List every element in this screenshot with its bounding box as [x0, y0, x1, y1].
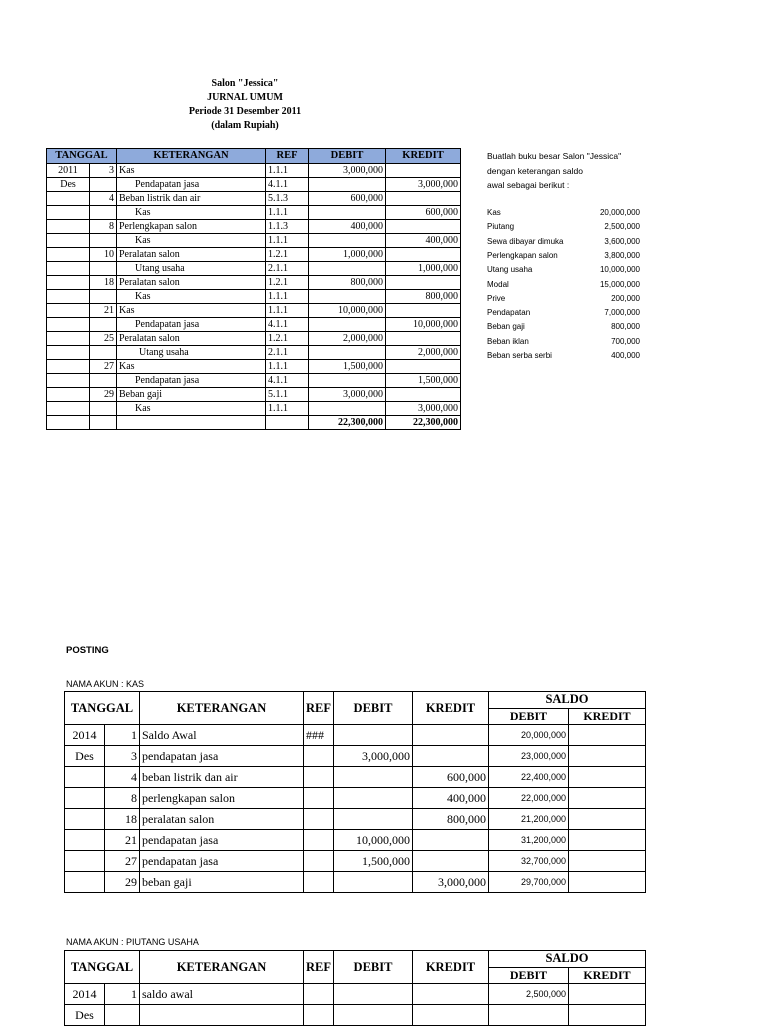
ledger-kredit-cell: 400,000: [413, 788, 489, 809]
opening-balance-item: [487, 322, 640, 336]
journal-total-kredit: 22,300,000: [386, 416, 461, 430]
ledger-saldo-debit-cell: [489, 1005, 569, 1026]
ledger-header-saldo: SALDO: [489, 692, 646, 709]
journal-row: [47, 304, 461, 318]
journal-day-cell: [90, 402, 117, 416]
journal-day-cell: 8: [90, 220, 117, 234]
journal-row: [47, 206, 461, 220]
journal-year-cell: [47, 234, 90, 248]
ledger-debit-cell: [334, 984, 413, 1005]
opening-balance-name: Perlengkapan salon: [487, 250, 558, 260]
ledger-description-cell: pendapatan jasa: [140, 746, 304, 767]
ledger-kredit-cell: 600,000: [413, 767, 489, 788]
ledger-header-ref: REF: [304, 951, 334, 984]
journal-ref-cell: 4.1.1: [266, 178, 309, 192]
ledger-day-cell: 3: [105, 746, 140, 767]
ledger-ref-cell: [304, 1005, 334, 1026]
journal-description-cell: Kas: [117, 402, 266, 416]
journal-row: [47, 346, 461, 360]
journal-header-kredit: KREDIT: [386, 149, 461, 164]
ledger-description-cell: beban gaji: [140, 872, 304, 893]
journal-year-cell: [47, 332, 90, 346]
journal-description-cell: Beban gaji: [117, 388, 266, 402]
journal-debit-cell: [309, 234, 386, 248]
opening-balance-name: Beban serba serbi: [487, 351, 552, 360]
journal-description-cell: Pendapatan jasa: [117, 178, 266, 192]
instruction-line-2: dengan keterangan saldo: [487, 166, 583, 176]
ledger-header-row: [65, 951, 646, 968]
journal-total-debit: 22,300,000: [309, 416, 386, 430]
ledger-saldo-kredit-cell: [569, 767, 646, 788]
ledger-ref-cell: [304, 809, 334, 830]
journal-kredit-cell: 800,000: [386, 290, 461, 304]
ledger-header-debit: DEBIT: [334, 692, 413, 725]
ledger-debit-cell: 1,500,000: [334, 851, 413, 872]
ledger-day-cell: 1: [105, 984, 140, 1005]
ledger-description-cell: perlengkapan salon: [140, 788, 304, 809]
journal-day-cell: 21: [90, 304, 117, 318]
journal-row: [47, 332, 461, 346]
opening-balance-value: 2,500,000: [604, 222, 640, 232]
journal-ref-cell: 4.1.1: [266, 374, 309, 388]
journal-row: [47, 248, 461, 262]
journal-day-cell: 29: [90, 388, 117, 402]
ledger-saldo-kredit-cell: [569, 984, 646, 1005]
journal-row: [47, 318, 461, 332]
ledger-year-cell: [65, 788, 105, 809]
ledger-header-saldo-debit: DEBIT: [489, 708, 569, 725]
account-label-kas: NAMA AKUN : KAS: [66, 679, 145, 689]
opening-balance-item: [487, 251, 640, 265]
journal-debit-cell: [309, 374, 386, 388]
journal-debit-cell: [309, 206, 386, 220]
journal-day-cell: 3: [90, 164, 117, 178]
journal-ref-cell: 1.2.1: [266, 332, 309, 346]
ledger-ref-cell: [304, 746, 334, 767]
ledger-description-cell: [140, 1005, 304, 1026]
ledger-saldo-debit-cell: 20,000,000: [489, 725, 569, 746]
journal-kredit-cell: [386, 192, 461, 206]
opening-balance-item: [487, 294, 640, 308]
ledger-description-cell: Saldo Awal: [140, 725, 304, 746]
ledger-saldo-kredit-cell: [569, 1005, 646, 1026]
journal-total-row: [47, 416, 461, 430]
ledger-row: [65, 746, 646, 767]
journal-row: [47, 388, 461, 402]
ledger-row: [65, 767, 646, 788]
journal-kredit-cell: 3,000,000: [386, 178, 461, 192]
opening-balance-value: 15,000,000: [599, 279, 640, 289]
journal-year-cell: [47, 262, 90, 276]
ledger-kredit-cell: [413, 725, 489, 746]
ledger-saldo-kredit-cell: [569, 725, 646, 746]
journal-description-cell: Peralatan salon: [117, 276, 266, 290]
opening-balance-value: 3,600,000: [604, 236, 640, 246]
journal-cell: [117, 416, 266, 430]
journal-year-cell: [47, 248, 90, 262]
journal-period: Periode 31 Desember 2011: [188, 106, 302, 117]
opening-balance-value: 20,000,000: [599, 208, 640, 217]
journal-debit-cell: 600,000: [309, 192, 386, 206]
journal-year-cell: [47, 290, 90, 304]
ledger-row: [65, 725, 646, 746]
journal-ref-cell: 1.2.1: [266, 248, 309, 262]
journal-day-cell: [90, 262, 117, 276]
ledger-ref-cell: [304, 767, 334, 788]
opening-balance-item: [487, 280, 640, 294]
ledger-ref-cell: [304, 830, 334, 851]
ledger-saldo-kredit-cell: [569, 788, 646, 809]
ledger-header-saldo: SALDO: [489, 951, 646, 968]
journal-kredit-cell: [386, 248, 461, 262]
journal-ref-cell: 1.1.1: [266, 360, 309, 374]
journal-description-cell: Kas: [117, 360, 266, 374]
journal-debit-cell: 3,000,000: [309, 388, 386, 402]
journal-description-cell: Perlengkapan salon: [117, 220, 266, 234]
ledger-saldo-debit-cell: 29,700,000: [489, 872, 569, 893]
ledger-description-cell: peralatan salon: [140, 809, 304, 830]
ledger-debit-cell: [334, 767, 413, 788]
ledger-header-saldo-debit: DEBIT: [489, 967, 569, 984]
journal-table: [46, 148, 461, 430]
opening-balance-value: 700,000: [611, 336, 640, 346]
journal-description-cell: Kas: [117, 304, 266, 318]
journal-ref-cell: 1.1.1: [266, 206, 309, 220]
ledger-header-saldo-kredit: KREDIT: [569, 967, 646, 984]
ledger-debit-cell: 10,000,000: [334, 830, 413, 851]
journal-row: [47, 290, 461, 304]
ledger-saldo-kredit-cell: [569, 809, 646, 830]
opening-balance-value: 400,000: [611, 351, 640, 360]
ledger-saldo-kredit-cell: [569, 851, 646, 872]
journal-day-cell: 10: [90, 248, 117, 262]
ledger-year-cell: [65, 830, 105, 851]
journal-day-cell: 4: [90, 192, 117, 206]
opening-balance-name: Pendapatan: [487, 308, 531, 318]
ledger-debit-cell: [334, 872, 413, 893]
ledger-row: [65, 788, 646, 809]
ledger-header-keterangan: KETERANGAN: [140, 951, 304, 984]
journal-header-ref: REF: [266, 149, 309, 164]
ledger-debit-cell: 3,000,000: [334, 746, 413, 767]
opening-balance-name: Kas: [487, 208, 501, 217]
journal-debit-cell: 400,000: [309, 220, 386, 234]
journal-header-debit: DEBIT: [309, 149, 386, 164]
journal-ref-cell: 1.1.1: [266, 304, 309, 318]
journal-debit-cell: 1,500,000: [309, 360, 386, 374]
journal-currency-note: (dalam Rupiah): [211, 120, 279, 131]
ledger-header-kredit: KREDIT: [413, 951, 489, 984]
opening-balance-value: 800,000: [611, 322, 640, 332]
ledger-header-tanggal: TANGGAL: [65, 951, 140, 984]
opening-balance-item: [487, 337, 640, 351]
ledger-year-cell: 2014: [65, 984, 105, 1005]
opening-balance-value: 3,800,000: [604, 250, 640, 260]
opening-balance-name: Piutang: [487, 222, 515, 232]
instruction-line-3: awal sebagai berikut :: [487, 180, 570, 190]
journal-description-cell: Utang usaha: [117, 262, 266, 276]
ledger-year-cell: Des: [65, 1005, 105, 1026]
ledger-debit-cell: [334, 1005, 413, 1026]
ledger-kredit-cell: [413, 830, 489, 851]
journal-ref-cell: 5.1.1: [266, 388, 309, 402]
journal-row: [47, 374, 461, 388]
ledger-saldo-debit-cell: 2,500,000: [489, 984, 569, 1005]
journal-day-cell: [90, 346, 117, 360]
ledger-day-cell: 18: [105, 809, 140, 830]
ledger-kas-table: [64, 691, 646, 893]
opening-balance-name: Beban iklan: [487, 336, 529, 346]
ledger-day-cell: 8: [105, 788, 140, 809]
journal-row: [47, 164, 461, 178]
opening-balance-value: 200,000: [611, 293, 640, 303]
journal-description-cell: Utang usaha: [117, 346, 266, 360]
journal-header-tanggal: TANGGAL: [47, 149, 117, 164]
opening-balance-name: Modal: [487, 279, 509, 289]
journal-ref-cell: 4.1.1: [266, 318, 309, 332]
journal-row: [47, 402, 461, 416]
ledger-year-cell: [65, 767, 105, 788]
journal-debit-cell: [309, 262, 386, 276]
journal-kredit-cell: [386, 164, 461, 178]
opening-balance-value: 10,000,000: [599, 265, 640, 275]
journal-ref-cell: 1.2.1: [266, 276, 309, 290]
account-label-piutang: NAMA AKUN : PIUTANG USAHA: [66, 937, 199, 947]
journal-debit-cell: [309, 346, 386, 360]
ledger-saldo-debit-cell: 23,000,000: [489, 746, 569, 767]
journal-description-cell: Peralatan salon: [117, 248, 266, 262]
journal-kredit-cell: 3,000,000: [386, 402, 461, 416]
journal-row: [47, 262, 461, 276]
journal-day-cell: 27: [90, 360, 117, 374]
journal-kredit-cell: 1,000,000: [386, 262, 461, 276]
ledger-row: [65, 851, 646, 872]
ledger-header-row: [65, 692, 646, 709]
journal-day-cell: [90, 318, 117, 332]
ledger-debit-cell: [334, 725, 413, 746]
ledger-year-cell: Des: [65, 746, 105, 767]
ledger-saldo-kredit-cell: [569, 830, 646, 851]
journal-year-cell: [47, 220, 90, 234]
ledger-description-cell: saldo awal: [140, 984, 304, 1005]
ledger-saldo-kredit-cell: [569, 872, 646, 893]
opening-balance-value: 7,000,000: [604, 308, 640, 318]
journal-description-cell: Peralatan salon: [117, 332, 266, 346]
journal-row: [47, 276, 461, 290]
journal-debit-cell: [309, 402, 386, 416]
journal-year-cell: [47, 192, 90, 206]
journal-kredit-cell: [386, 276, 461, 290]
journal-kredit-cell: [386, 332, 461, 346]
journal-year-cell: Des: [47, 178, 90, 192]
ledger-day-cell: 29: [105, 872, 140, 893]
ledger-day-cell: 27: [105, 851, 140, 872]
ledger-kredit-cell: 800,000: [413, 809, 489, 830]
ledger-description-cell: pendapatan jasa: [140, 830, 304, 851]
journal-ref-cell: 5.1.3: [266, 192, 309, 206]
ledger-kredit-cell: [413, 1005, 489, 1026]
journal-debit-cell: 1,000,000: [309, 248, 386, 262]
opening-balance-name: Sewa dibayar dimuka: [487, 236, 564, 246]
journal-description-cell: Pendapatan jasa: [117, 318, 266, 332]
journal-description-cell: Kas: [117, 206, 266, 220]
journal-description-cell: Kas: [117, 234, 266, 248]
journal-day-cell: [90, 290, 117, 304]
ledger-header-kredit: KREDIT: [413, 692, 489, 725]
ledger-ref-cell: [304, 984, 334, 1005]
posting-title: POSTING: [66, 645, 109, 656]
journal-year-cell: [47, 276, 90, 290]
ledger-saldo-debit-cell: 21,200,000: [489, 809, 569, 830]
journal-cell: [47, 416, 90, 430]
journal-day-cell: [90, 234, 117, 248]
ledger-ref-cell: [304, 788, 334, 809]
journal-kredit-cell: 10,000,000: [386, 318, 461, 332]
ledger-year-cell: 2014: [65, 725, 105, 746]
opening-balance-name: Prive: [487, 293, 506, 303]
ledger-description-cell: pendapatan jasa: [140, 851, 304, 872]
journal-day-cell: 25: [90, 332, 117, 346]
journal-ref-cell: 1.1.3: [266, 220, 309, 234]
company-name: Salon "Jessica": [211, 78, 279, 89]
journal-title: JURNAL UMUM: [207, 92, 283, 103]
journal-ref-cell: 2.1.1: [266, 262, 309, 276]
journal-ref-cell: 1.1.1: [266, 402, 309, 416]
ledger-piutang-table: [64, 950, 646, 1026]
ledger-day-cell: 4: [105, 767, 140, 788]
opening-balance-name: Utang usaha: [487, 265, 533, 275]
journal-debit-cell: 800,000: [309, 276, 386, 290]
ledger-saldo-debit-cell: 22,000,000: [489, 788, 569, 809]
instruction-line-1: Buatlah buku besar Salon "Jessica": [487, 151, 622, 161]
ledger-ref-cell: [304, 872, 334, 893]
journal-day-cell: [90, 374, 117, 388]
ledger-row: [65, 984, 646, 1005]
journal-cell: [90, 416, 117, 430]
journal-kredit-cell: [386, 304, 461, 318]
journal-debit-cell: [309, 178, 386, 192]
opening-balance-item: [487, 222, 640, 236]
journal-ref-cell: 1.1.1: [266, 290, 309, 304]
journal-year-cell: 2011: [47, 164, 90, 178]
journal-year-cell: [47, 318, 90, 332]
journal-year-cell: [47, 388, 90, 402]
ledger-year-cell: [65, 809, 105, 830]
ledger-day-cell: [105, 1005, 140, 1026]
ledger-row: [65, 809, 646, 830]
ledger-row: [65, 872, 646, 893]
journal-day-cell: [90, 206, 117, 220]
ledger-kredit-cell: [413, 746, 489, 767]
opening-balance-name: Beban gaji: [487, 322, 525, 332]
journal-kredit-cell: 1,500,000: [386, 374, 461, 388]
ledger-year-cell: [65, 851, 105, 872]
ledger-saldo-kredit-cell: [569, 746, 646, 767]
journal-kredit-cell: [386, 388, 461, 402]
journal-ref-cell: 2.1.1: [266, 346, 309, 360]
ledger-saldo-debit-cell: 32,700,000: [489, 851, 569, 872]
ledger-day-cell: 1: [105, 725, 140, 746]
journal-ref-cell: 1.1.1: [266, 234, 309, 248]
opening-balance-item: [487, 208, 640, 222]
ledger-header-debit: DEBIT: [334, 951, 413, 984]
journal-row: [47, 178, 461, 192]
journal-header-row: [47, 149, 461, 164]
journal-day-cell: 18: [90, 276, 117, 290]
journal-row: [47, 234, 461, 248]
journal-debit-cell: 2,000,000: [309, 332, 386, 346]
ledger-header-keterangan: KETERANGAN: [140, 692, 304, 725]
journal-day-cell: [90, 178, 117, 192]
ledger-ref-cell: ###: [304, 725, 334, 746]
journal-row: [47, 360, 461, 374]
opening-balance-item: [487, 237, 640, 251]
journal-header-keterangan: KETERANGAN: [117, 149, 266, 164]
ledger-debit-cell: [334, 788, 413, 809]
ledger-description-cell: beban listrik dan air: [140, 767, 304, 788]
ledger-debit-cell: [334, 809, 413, 830]
journal-kredit-cell: 2,000,000: [386, 346, 461, 360]
journal-description-cell: Kas: [117, 164, 266, 178]
journal-debit-cell: [309, 318, 386, 332]
ledger-saldo-debit-cell: 31,200,000: [489, 830, 569, 851]
journal-cell: [266, 416, 309, 430]
ledger-header-saldo-kredit: KREDIT: [569, 708, 646, 725]
journal-year-cell: [47, 374, 90, 388]
journal-year-cell: [47, 304, 90, 318]
journal-row: [47, 192, 461, 206]
ledger-saldo-debit-cell: 22,400,000: [489, 767, 569, 788]
journal-description-cell: Kas: [117, 290, 266, 304]
ledger-kredit-cell: 3,000,000: [413, 872, 489, 893]
journal-debit-cell: [309, 290, 386, 304]
opening-balance-item: [487, 308, 640, 322]
journal-kredit-cell: 400,000: [386, 234, 461, 248]
journal-description-cell: Pendapatan jasa: [117, 374, 266, 388]
journal-year-cell: [47, 206, 90, 220]
journal-kredit-cell: [386, 360, 461, 374]
journal-year-cell: [47, 402, 90, 416]
journal-kredit-cell: [386, 220, 461, 234]
journal-year-cell: [47, 346, 90, 360]
ledger-row: [65, 830, 646, 851]
ledger-header-ref: REF: [304, 692, 334, 725]
journal-kredit-cell: 600,000: [386, 206, 461, 220]
journal-year-cell: [47, 360, 90, 374]
ledger-day-cell: 21: [105, 830, 140, 851]
opening-balance-item: [487, 265, 640, 279]
opening-balance-item: [487, 351, 640, 365]
ledger-kredit-cell: [413, 984, 489, 1005]
journal-debit-cell: 3,000,000: [309, 164, 386, 178]
journal-description-cell: Beban listrik dan air: [117, 192, 266, 206]
journal-debit-cell: 10,000,000: [309, 304, 386, 318]
journal-row: [47, 220, 461, 234]
journal-ref-cell: 1.1.1: [266, 164, 309, 178]
ledger-kredit-cell: [413, 851, 489, 872]
ledger-header-tanggal: TANGGAL: [65, 692, 140, 725]
ledger-row: [65, 1005, 646, 1026]
ledger-ref-cell: [304, 851, 334, 872]
ledger-year-cell: [65, 872, 105, 893]
